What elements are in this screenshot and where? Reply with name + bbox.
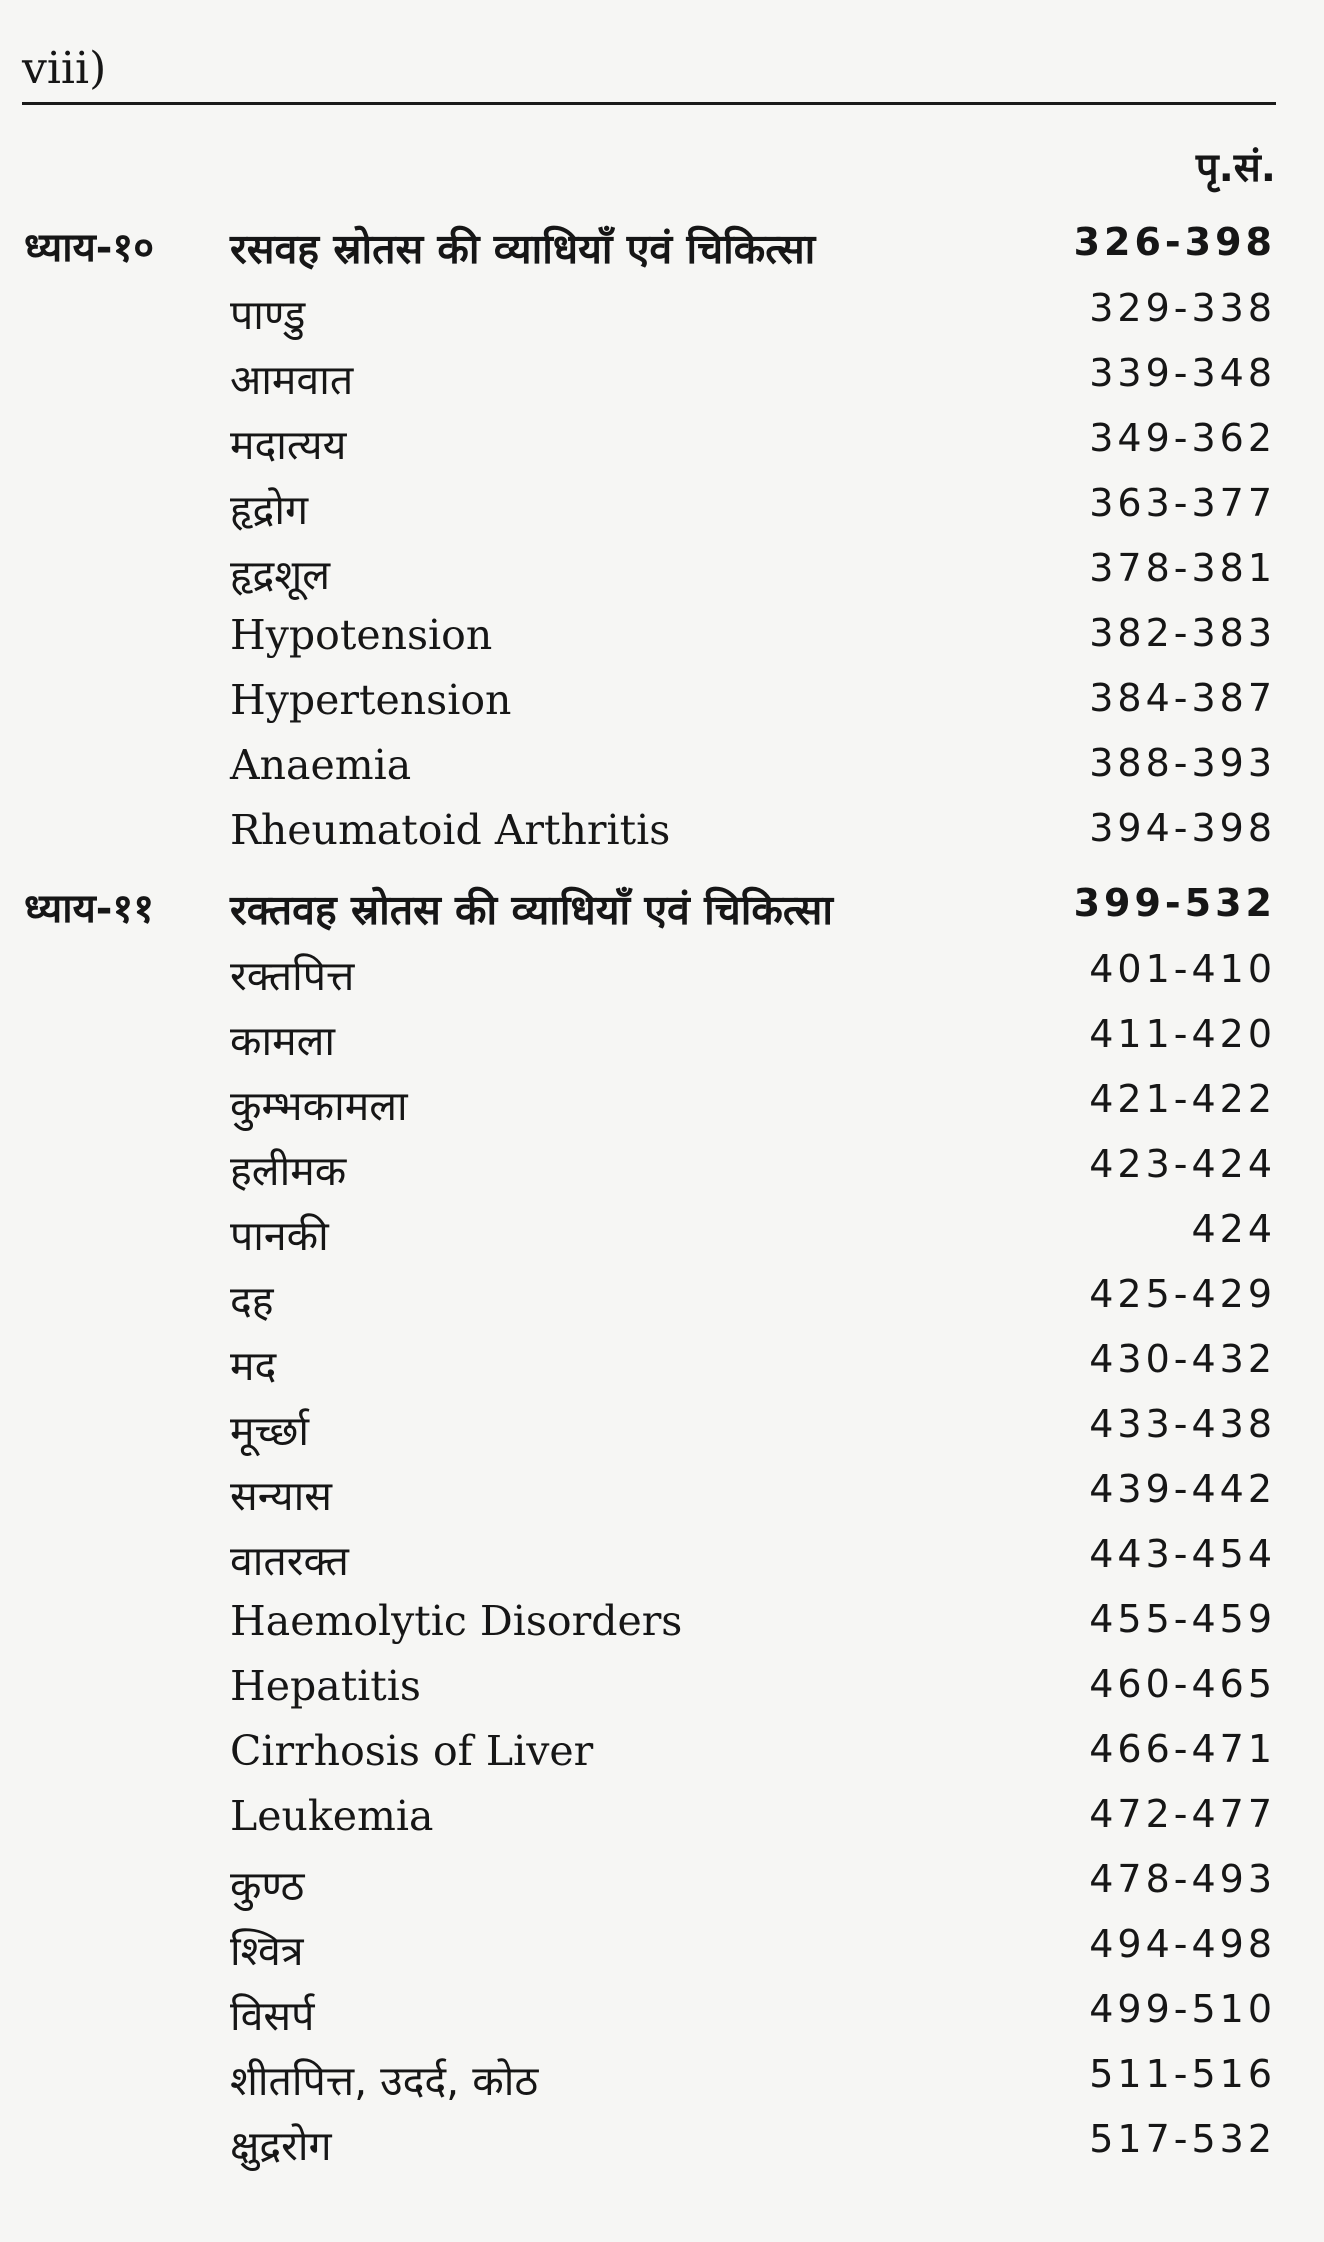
page-range: 478-493	[1089, 1857, 1276, 1901]
table-of-contents	[0, 210, 1324, 2172]
toc-entry-row	[0, 2042, 1324, 2107]
entry-title: Rheumatoid Arthritis	[230, 806, 671, 854]
entry-title: Anaemia	[230, 741, 412, 789]
entry-title: मद	[230, 1342, 277, 1390]
page-range: 421-422	[1089, 1077, 1276, 1121]
page-range: 378-381	[1089, 546, 1276, 590]
entry-title: सन्यास	[230, 1472, 332, 1520]
page-range: 388-393	[1089, 741, 1276, 785]
page-range: 433-438	[1089, 1402, 1276, 1446]
entry-title: Hepatitis	[230, 1662, 421, 1710]
page-range: 384-387	[1089, 676, 1276, 720]
entry-title: हृद्रोग	[230, 486, 309, 534]
entry-title: कुण्ठ	[230, 1862, 305, 1910]
page-range: 399-532	[1073, 881, 1276, 925]
page-range: 517-532	[1089, 2117, 1276, 2161]
toc-entry-row	[0, 536, 1324, 601]
page-range: 363-377	[1089, 481, 1276, 525]
toc-entry-row	[0, 1392, 1324, 1457]
page-range: 499-510	[1089, 1987, 1276, 2031]
entry-title: हलीमक	[230, 1147, 347, 1195]
page-range: 439-442	[1089, 1467, 1276, 1511]
entry-title: दह	[230, 1277, 274, 1325]
page-range: 329-338	[1089, 286, 1276, 330]
page-range: 339-348	[1089, 351, 1276, 395]
page-column-heading: पृ.सं.	[1195, 145, 1276, 191]
page-range: 460-465	[1089, 1662, 1276, 1706]
entry-title: आमवात	[230, 356, 354, 404]
page-range: 494-498	[1089, 1922, 1276, 1966]
page-range: 472-477	[1089, 1792, 1276, 1836]
toc-entry-row	[0, 1587, 1324, 1652]
toc-entry-row	[0, 276, 1324, 341]
toc-entry-row	[0, 1522, 1324, 1587]
page-range: 425-429	[1089, 1272, 1276, 1316]
toc-entry-row	[0, 471, 1324, 536]
entry-title: विसर्प	[230, 1992, 315, 2040]
entry-title: पानकी	[230, 1212, 329, 1260]
chapter-title: रक्तवह स्रोतस की व्याधियाँ एवं चिकित्सा	[230, 886, 833, 934]
entry-title: रक्तपित्त	[230, 952, 355, 1000]
entry-title: कुम्भकामला	[230, 1082, 408, 1130]
entry-title: Hypertension	[230, 676, 512, 724]
toc-entry-row	[0, 1262, 1324, 1327]
entry-title: वातरक्त	[230, 1537, 349, 1585]
toc-entry-row	[0, 1717, 1324, 1782]
entry-title: शीतपित्त, उदर्द, कोठ	[230, 2057, 539, 2105]
entry-title: Leukemia	[230, 1792, 434, 1840]
toc-entry-row	[0, 2107, 1324, 2172]
toc-entry-row	[0, 796, 1324, 861]
entry-title: Haemolytic Disorders	[230, 1597, 683, 1645]
page-range: 424	[1191, 1207, 1276, 1251]
toc-entry-row	[0, 1197, 1324, 1262]
page-range: 411-420	[1089, 1012, 1276, 1056]
toc-entry-row	[0, 1002, 1324, 1067]
page-range: 326-398	[1073, 220, 1276, 264]
toc-entry-row	[0, 1327, 1324, 1392]
entry-title: कामला	[230, 1017, 336, 1065]
page-range: 455-459	[1089, 1597, 1276, 1641]
page-range: 430-432	[1089, 1337, 1276, 1381]
toc-entry-row	[0, 601, 1324, 666]
toc-entry-row	[0, 1067, 1324, 1132]
toc-entry-row	[0, 1652, 1324, 1717]
entry-title: Hypotension	[230, 611, 493, 659]
toc-entry-row	[0, 406, 1324, 471]
entry-title: मदात्यय	[230, 421, 347, 469]
entry-title: Cirrhosis of Liver	[230, 1727, 594, 1775]
chapter-label: ध्याय-१०	[24, 225, 155, 271]
entry-title: मूर्च्छा	[230, 1407, 309, 1455]
page-range: 423-424	[1089, 1142, 1276, 1186]
toc-entry-row	[0, 341, 1324, 406]
page-range: 443-454	[1089, 1532, 1276, 1576]
entry-title: पाण्डु	[230, 291, 306, 339]
page-range: 394-398	[1089, 806, 1276, 850]
chapter-label: ध्याय-११	[24, 886, 155, 932]
toc-entry-row	[0, 731, 1324, 796]
toc-entry-row	[0, 1457, 1324, 1522]
entry-title: हृद्रशूल	[230, 551, 330, 599]
header-rule	[22, 102, 1276, 105]
toc-entry-row	[0, 1132, 1324, 1197]
toc-entry-row	[0, 937, 1324, 1002]
toc-entry-row	[0, 666, 1324, 731]
page-range: 349-362	[1089, 416, 1276, 460]
toc-chapter-row	[0, 210, 1324, 276]
toc-entry-row	[0, 1977, 1324, 2042]
page-range: 401-410	[1089, 947, 1276, 991]
page-range: 466-471	[1089, 1727, 1276, 1771]
entry-title: श्वित्र	[230, 1927, 304, 1975]
toc-entry-row	[0, 1847, 1324, 1912]
page-number-label: viii)	[22, 43, 107, 94]
chapter-title: रसवह स्रोतस की व्याधियाँ एवं चिकित्सा	[230, 225, 816, 273]
toc-chapter-row	[0, 871, 1324, 937]
toc-entry-row	[0, 1782, 1324, 1847]
page-range: 511-516	[1089, 2052, 1276, 2096]
entry-title: क्षुद्ररोग	[230, 2122, 332, 2170]
toc-entry-row	[0, 1912, 1324, 1977]
page-range: 382-383	[1089, 611, 1276, 655]
